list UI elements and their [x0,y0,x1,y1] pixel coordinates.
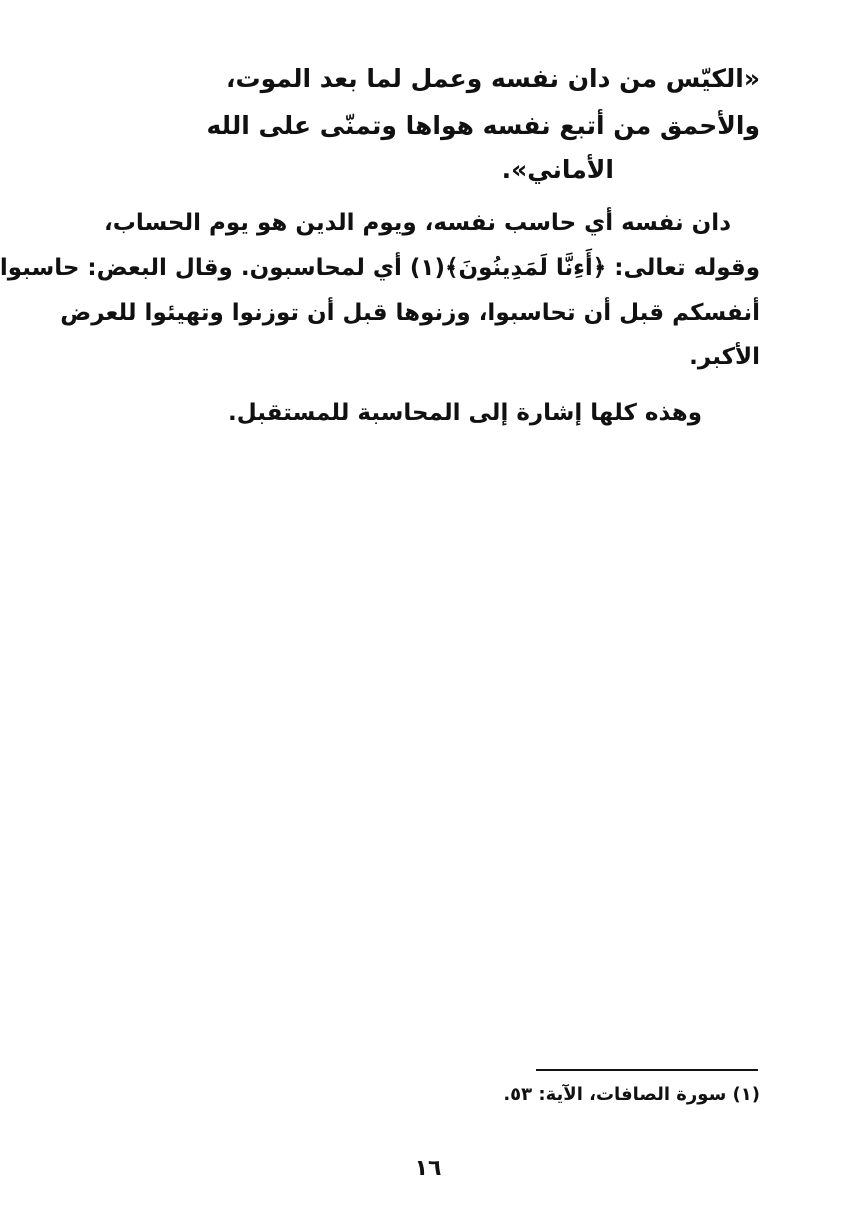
paragraph-line-5: وهذه كلها إشارة إلى المحاسبة للمستقبل. [227,400,702,426]
quote-line-1: «الكيّس من دان نفسه وعمل لما بعد الموت، [226,64,760,93]
paragraph-line-3: أنفسكم قبل أن تحاسبوا، وزنوها قبل أن توزنوا وتهيئوا للعرض [60,300,760,326]
paragraph-line-4: الأكبر. [689,344,760,370]
paragraph-line-1: دان نفسه أي حاسب نفسه، ويوم الدين هو يوم الحساب، [104,210,731,236]
quote-line-3: الأماني». [501,155,614,184]
paragraph-line-2: وقوله تعالى: ﴿أَءِنَّا لَمَدِينُونَ﴾(١) أي لمحاسبون. وقال البعض: حاسبوا [0,255,760,281]
footnote-text: (١) سورة الصافات، الآية: ٥٣. [503,1084,760,1105]
page-number: ١٦ [414,1156,442,1181]
footnote-divider [536,1069,758,1071]
quote-line-2: والأحمق من أتبع نفسه هواها وتمنّى على الله [206,111,760,140]
